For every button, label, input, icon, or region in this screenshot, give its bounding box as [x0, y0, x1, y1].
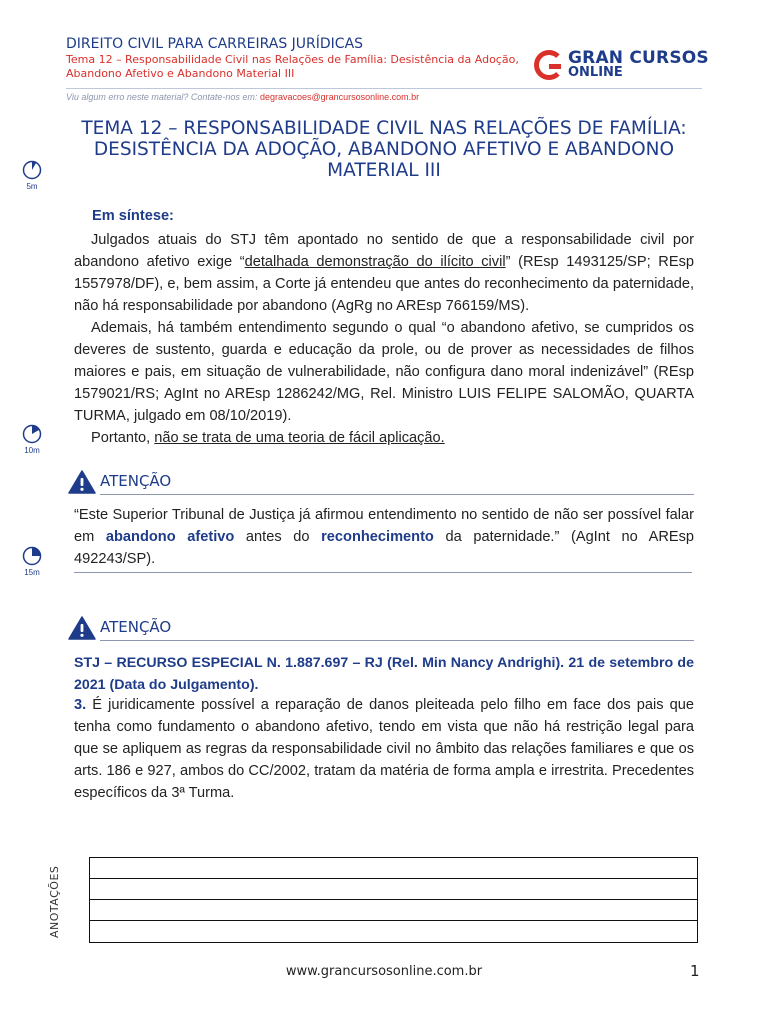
attention-underline	[100, 494, 694, 495]
clock-icon	[22, 424, 42, 444]
synthesis-body	[74, 229, 694, 449]
timer-label: 10m	[24, 446, 40, 455]
topic-line-1: Tema 12 – Responsabilidade Civil nas Relações de Família: Desistência da Adoção,	[66, 53, 519, 66]
attention-1-quote	[74, 504, 694, 570]
title-line-3: MATERIAL III	[327, 160, 441, 181]
synthesis-paragraph-2: Ademais, há também entendimento segundo o qual “o abandono afetivo, se cumpridos os deveres de sustento, guarda e educação da prole, ou de prover as necessidades de filhos maiores e pais, em situação de vulnerabilidade, não configura dano moral indenizável” (REsp 1579021/RS; AgInt no AREsp 1286242/MG, Rel. Ministro LUIS FELIPE SALOMÃO, QUARTA TURMA, julgado em 08/10/2019).	[74, 320, 694, 424]
timer-15m	[20, 546, 44, 577]
header-divider	[66, 88, 702, 89]
attention-box-2	[68, 614, 694, 642]
page-number: 1	[690, 962, 700, 980]
text-run: É juridicamente possível a reparação de danos pleiteada pelo filho em face dos pais que tenha como fundamento o abandono afetivo, tendo em vista que não há restrição legal para que se apliquem as regras da responsabilidade civil no âmbito das relações familiares e que os arts. 186 e 927, ambos do CC/2002, tratam da matéria de forma ampla e irrestrita. Precedentes específicos da 3ª Turma.	[74, 697, 694, 801]
timer-label: 5m	[26, 182, 38, 191]
stj-case-heading: STJ – RECURSO ESPECIAL N. 1.887.697 – RJ (Rel. Min Nancy Andrighi). 21 de setembro de 2021 (Data do Julgamento).	[74, 655, 694, 693]
gran-cursos-logo	[534, 48, 709, 84]
item-number: 3.	[74, 697, 87, 713]
attention-1-bottom-divider	[74, 572, 692, 573]
warning-icon	[68, 616, 96, 640]
timer-5m	[20, 160, 44, 191]
underlined-text: não se trata de uma teoria de fácil aplicação.	[154, 430, 445, 446]
underlined-text: detalhada demonstração do ilícito civil	[244, 254, 506, 270]
text-run: ” (REsp 1493125/SP; REsp 1557978/DF), e, bem assim, a Corte já entendeu que antes do reconhecimento da paternidade, não há responsabilidade por abandono (AgRg no AREsp 766159/MS).	[74, 254, 694, 314]
bold-term: abandono afetivo	[105, 529, 235, 545]
notes-line	[90, 900, 697, 921]
contact-email-link[interactable]: degravacoes@grancursosonline.com.br	[259, 92, 420, 102]
synthesis-paragraph-3	[74, 427, 694, 449]
attention-label: ATENÇÃO	[100, 472, 172, 490]
notes-label: ANOTAÇÕES	[48, 865, 61, 938]
topic-subtitle	[66, 53, 536, 81]
stj-item-3	[74, 694, 694, 804]
title-line-1: TEMA 12 – RESPONSABILIDADE CIVIL NAS RELAÇÕES DE FAMÍLIA:	[81, 118, 687, 139]
topic-line-2: Abandono Afetivo e Abandono Material III	[66, 67, 295, 80]
text-run: da paternidade.” (AgInt no AREsp 492243/SP).	[74, 529, 695, 567]
course-title: DIREITO CIVIL PARA CARREIRAS JURÍDICAS	[66, 36, 364, 52]
logo-word-online: ONLINE	[568, 65, 623, 80]
contact-text: Viu algum erro neste material? Contate-nos em:	[66, 92, 260, 102]
notes-line	[90, 858, 697, 879]
notes-box	[89, 857, 698, 943]
footer-url[interactable]: www.grancursosonline.com.br	[285, 964, 483, 979]
text-run: Julgados atuais do STJ têm apontado no sentido de que a responsabilidade civil por abandono afetivo exige “	[74, 232, 694, 270]
logo-g-icon	[534, 50, 564, 80]
page-title	[66, 118, 702, 181]
logo-word-gran-cursos: GRAN CURSOS	[568, 48, 709, 68]
clock-icon	[22, 546, 42, 566]
text-run: “Este Superior Tribunal de Justiça já afirmou entendimento no sentido de não ser possível falar em	[74, 507, 694, 545]
synthesis-heading: Em síntese:	[92, 208, 174, 224]
bold-term: reconhecimento	[321, 529, 434, 545]
notes-line	[90, 921, 697, 942]
text-run: antes do	[234, 529, 322, 545]
attention-label: ATENÇÃO	[100, 618, 172, 636]
attention-box-1	[68, 468, 694, 496]
timer-10m	[20, 424, 44, 455]
clock-icon	[22, 160, 42, 180]
text-run: Portanto,	[91, 430, 155, 446]
warning-icon	[68, 470, 96, 494]
timer-label: 15m	[24, 568, 40, 577]
contact-line	[66, 92, 419, 102]
attention-underline	[100, 640, 694, 641]
notes-line	[90, 879, 697, 900]
title-line-2: DESISTÊNCIA DA ADOÇÃO, ABANDONO AFETIVO E ABANDONO	[93, 139, 675, 160]
synthesis-paragraph-1	[74, 229, 694, 317]
